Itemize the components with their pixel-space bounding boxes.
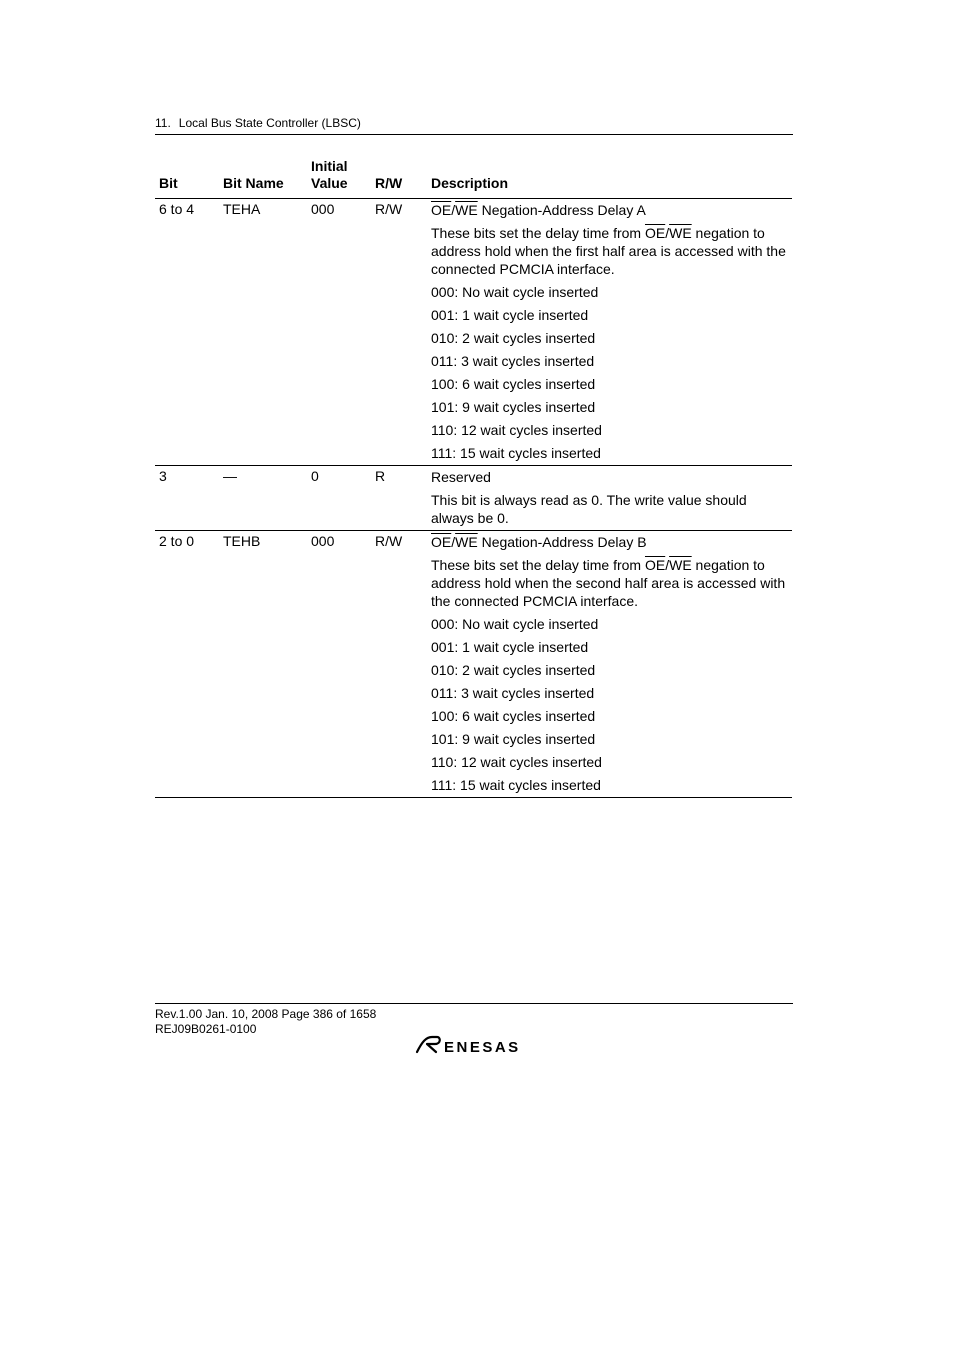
description-cell (427, 199, 792, 466)
setting-option: 111: 15 wait cycles inserted (431, 777, 601, 793)
table-row-reserved (155, 466, 792, 531)
svg-text:ENESAS: ENESAS (444, 1039, 521, 1056)
bit-name-cell: TEHB (219, 531, 307, 798)
setting-option: 001: 1 wait cycle inserted (431, 307, 589, 323)
renesas-logo (413, 1033, 535, 1057)
setting-option: 100: 6 wait cycles inserted (431, 708, 596, 724)
column-header-description: Description (427, 158, 792, 199)
rw-cell: R (371, 466, 427, 531)
section-number: 11. (155, 116, 171, 130)
page-footer (155, 1003, 793, 1037)
table-row-tehb (155, 531, 792, 798)
setting-option: 010: 2 wait cycles inserted (431, 330, 596, 346)
renesas-logo-mark (413, 1033, 535, 1057)
setting-option: 101: 9 wait cycles inserted (431, 399, 596, 415)
setting-option: 011: 3 wait cycles inserted (431, 685, 595, 701)
setting-option: 000: No wait cycle inserted (431, 616, 599, 632)
setting-option: 000: No wait cycle inserted (431, 284, 599, 300)
rw-cell: R/W (371, 531, 427, 798)
rw-cell: R/W (371, 199, 427, 466)
setting-option: 011: 3 wait cycles inserted (431, 353, 595, 369)
column-header-initial-value: Initial Value (307, 158, 371, 199)
bit-cell: 3 (155, 466, 219, 531)
description-title: $\overline{OE}/\overline{WE}$ Negation-Address Delay B (431, 534, 647, 550)
description-body: These bits set the delay time from $\overline{OE}/\overline{WE}$ negation to address hold when the first half area is accessed with the connected PCMCIA interface. (431, 225, 786, 277)
page-header (155, 115, 793, 135)
description-title: Reserved (431, 469, 491, 485)
setting-option: 110: 12 wait cycles inserted (431, 422, 602, 438)
setting-option: 001: 1 wait cycle inserted (431, 639, 589, 655)
description-body: These bits set the delay time from $\overline{OE}/\overline{WE}$ negation to address hold when the second half area is accessed with the connected PCMCIA interface. (431, 557, 786, 609)
description-title: $\overline{OE}/\overline{WE}$ Negation-Address Delay A (431, 202, 646, 218)
setting-option: 101: 9 wait cycles inserted (431, 731, 596, 747)
setting-option: 010: 2 wait cycles inserted (431, 662, 596, 678)
initial-value-cell: 0 (307, 466, 371, 531)
column-header-bit-name: Bit Name (219, 158, 307, 199)
bit-name-cell: — (219, 466, 307, 531)
section-title: Local Bus State Controller (LBSC) (178, 116, 361, 130)
setting-option: 100: 6 wait cycles inserted (431, 376, 596, 392)
initial-value-cell: 000 (307, 531, 371, 798)
column-header-bit: Bit (155, 158, 219, 199)
initial-value-cell: 000 (307, 199, 371, 466)
bit-cell: 2 to 0 (155, 531, 219, 798)
revision-info: Rev.1.00 Jan. 10, 2008 Page 386 of 1658 (155, 1007, 377, 1021)
description-cell (427, 466, 792, 531)
register-bit-table (155, 158, 792, 798)
setting-option: 110: 12 wait cycles inserted (431, 754, 602, 770)
table-header-row (155, 158, 792, 199)
description-body: This bit is always read as 0. The write value should always be 0. (431, 492, 747, 526)
description-cell (427, 531, 792, 798)
column-header-rw: R/W (371, 158, 427, 199)
table-row-teha (155, 199, 792, 466)
bit-name-cell: TEHA (219, 199, 307, 466)
setting-option: 111: 15 wait cycles inserted (431, 445, 601, 461)
bit-cell: 6 to 4 (155, 199, 219, 466)
document-number: REJ09B0261-0100 (155, 1022, 257, 1036)
